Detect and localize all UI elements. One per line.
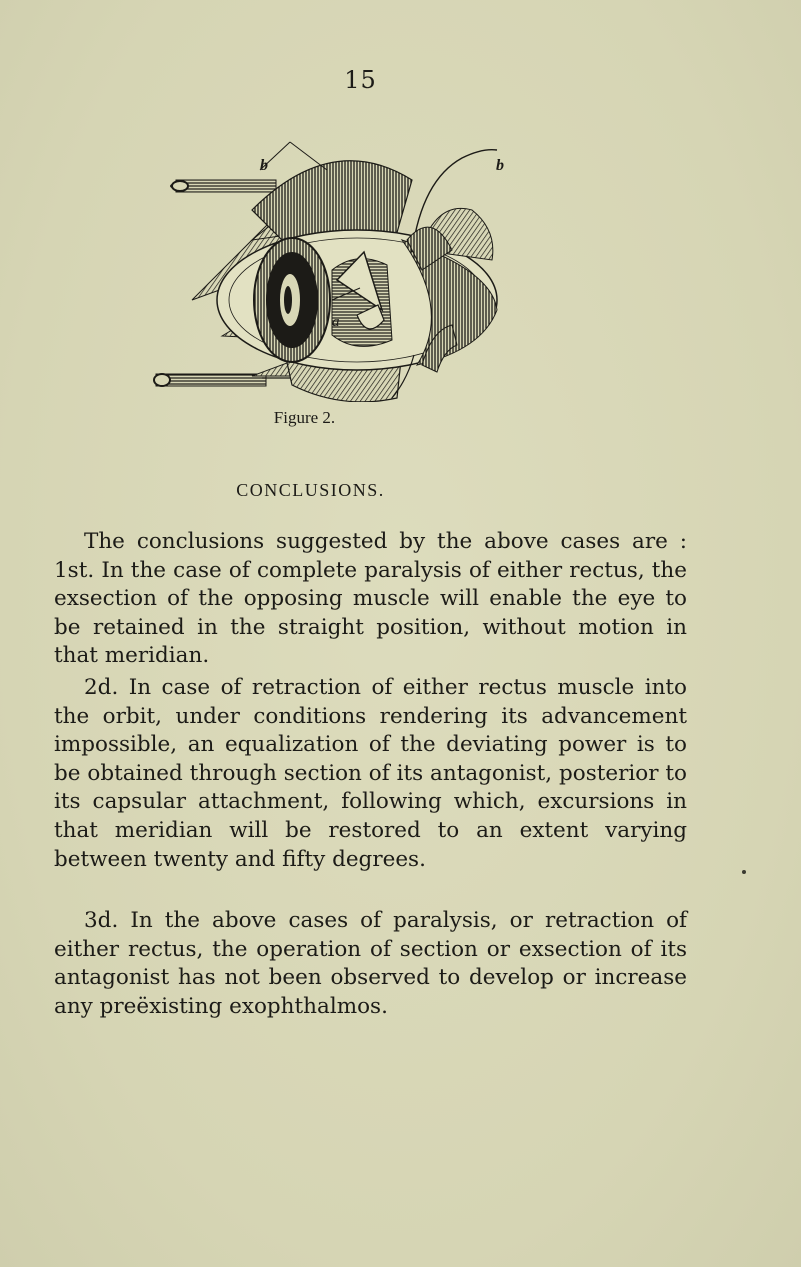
- eye-illustration: [152, 140, 522, 402]
- cornea: [254, 238, 330, 362]
- section-heading: CONCLUSIONS.: [236, 480, 385, 500]
- label-b-right: b: [496, 157, 504, 174]
- paragraph-second-conclusion: 2d. In case of retraction of either rectus muscle into the orbit, under conditions rendering its advancement impossible, an equalization of the deviating power is to be obtained through section of its antagonist, posterior to its capsular attachment, following which, excursions in that meridian will be restored to an extent varying between twenty and fifty degrees.: [54, 675, 687, 872]
- ink-speck: [742, 870, 746, 874]
- right-upper-muscle: [407, 150, 497, 270]
- paragraph-third-conclusion: 3d. In the above cases of paralysis, or retraction of either rectus, the operation of section or exsection of its antagonist has not been observed to develop or increase any preëxisting exophthalmos.: [54, 908, 687, 1019]
- upper-rectus-band: [170, 180, 276, 192]
- eye-muscle-figure: [152, 140, 522, 402]
- figure-caption: Figure 2.: [273, 408, 336, 427]
- paragraph-first-conclusion: The conclusions suggested by the above cases are : 1st. In the case of complete paralysis of either rectus, the exsection of the opposing muscle will enable the eye to be retained in the straight position, without motion in that meridian.: [54, 529, 687, 669]
- label-a: a: [332, 314, 340, 330]
- label-b-left: b: [260, 157, 268, 174]
- page-number: 15: [344, 66, 377, 94]
